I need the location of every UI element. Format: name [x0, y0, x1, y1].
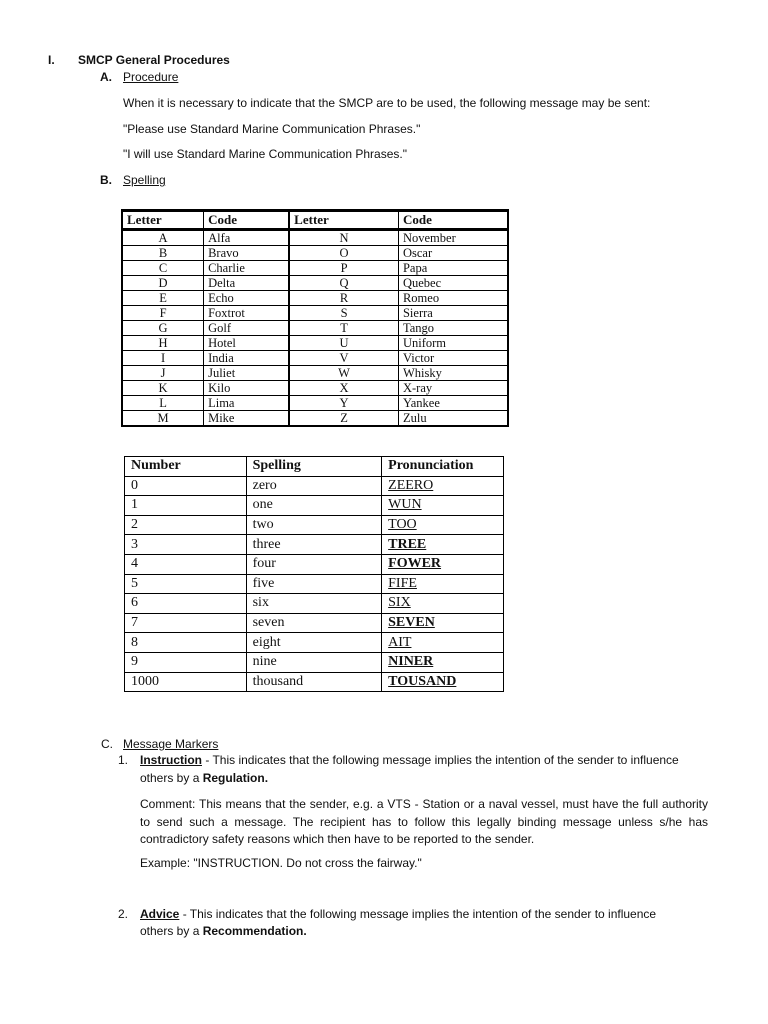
letter-cell: N	[289, 230, 398, 246]
letter-cell: U	[289, 336, 398, 351]
table-row	[122, 366, 508, 381]
letter-cell: P	[289, 261, 398, 276]
letter-cell: G	[122, 321, 204, 336]
table-row	[122, 411, 508, 427]
pronunciation-cell: WUN	[382, 496, 504, 516]
letter-cell: C	[122, 261, 204, 276]
item-2-term: Advice	[140, 907, 180, 921]
item-2-text-a: - This indicates that the following message implies the intention of the sender to influence	[179, 907, 657, 921]
item-1-emphasis: Regulation.	[202, 771, 269, 785]
number-cell: 6	[125, 594, 247, 614]
number-cell: 7	[125, 613, 247, 633]
code-cell: November	[398, 230, 508, 246]
table-row	[122, 321, 508, 336]
item-2-line-2	[140, 924, 307, 938]
item-1-number: 1.	[118, 753, 129, 767]
letter-code-table	[121, 209, 509, 427]
item-2-line-1	[140, 907, 710, 921]
code-cell: Zulu	[398, 411, 508, 427]
table-row	[122, 276, 508, 291]
code-cell: Yankee	[398, 396, 508, 411]
column-header: Pronunciation	[382, 457, 504, 477]
spelling-cell: nine	[246, 652, 382, 672]
item-2-text-b: others by a	[140, 924, 203, 938]
table-row	[122, 351, 508, 366]
table-row	[122, 336, 508, 351]
pronunciation-cell: NINER	[382, 652, 504, 672]
item-1-text-a: - This indicates that the following message implies the intention of the sender to influence	[202, 753, 679, 767]
letter-cell: E	[122, 291, 204, 306]
spelling-letter: B.	[100, 173, 112, 187]
table-row	[125, 476, 504, 496]
table-row	[125, 652, 504, 672]
procedure-heading: Procedure	[123, 70, 179, 84]
code-cell: Hotel	[204, 336, 290, 351]
spelling-cell: two	[246, 515, 382, 535]
letter-cell: R	[289, 291, 398, 306]
table-row	[122, 261, 508, 276]
table-row	[122, 306, 508, 321]
pronunciation-cell: SIX	[382, 594, 504, 614]
table-row	[125, 554, 504, 574]
letter-cell: T	[289, 321, 398, 336]
letter-cell: V	[289, 351, 398, 366]
code-cell: Mike	[204, 411, 290, 427]
pronunciation-cell: AIT	[382, 633, 504, 653]
letter-cell: K	[122, 381, 204, 396]
table-row	[125, 633, 504, 653]
pronunciation-cell: TOO	[382, 515, 504, 535]
item-1-term: Instruction	[140, 753, 202, 767]
spelling-cell: four	[246, 554, 382, 574]
procedure-phrase-1: "Please use Standard Marine Communication Phrases."	[123, 122, 421, 136]
number-cell: 3	[125, 535, 247, 555]
table-row	[125, 613, 504, 633]
procedure-letter: A.	[100, 70, 112, 84]
table-row	[125, 515, 504, 535]
letter-cell: B	[122, 246, 204, 261]
column-header: Code	[204, 211, 290, 230]
pronunciation-cell: ZEERO	[382, 476, 504, 496]
number-cell: 1	[125, 496, 247, 516]
code-cell: Victor	[398, 351, 508, 366]
item-2-number: 2.	[118, 907, 129, 921]
code-cell: Lima	[204, 396, 290, 411]
spelling-cell: one	[246, 496, 382, 516]
letter-cell: F	[122, 306, 204, 321]
column-header: Number	[125, 457, 247, 477]
code-cell: Whisky	[398, 366, 508, 381]
item-1-line-1	[140, 753, 710, 767]
item-1-comment: Comment: This means that the sender, e.g. a VTS - Station or a naval vessel, must have the full authority to send such a message. The recipient has to follow this legally binding message unless s/he has contradictory safety reasons which then have to be reported to the sender.	[140, 797, 708, 846]
table-row	[122, 230, 508, 246]
table-header-row	[122, 211, 508, 230]
procedure-intro: When it is necessary to indicate that the SMCP are to be used, the following message may be sent:	[123, 96, 651, 110]
letter-cell: D	[122, 276, 204, 291]
letter-cell: M	[122, 411, 204, 427]
pronunciation-cell: TREE	[382, 535, 504, 555]
letter-cell: Z	[289, 411, 398, 427]
code-cell: Oscar	[398, 246, 508, 261]
table-row	[125, 535, 504, 555]
markers-letter: C.	[101, 737, 113, 751]
table-row	[125, 594, 504, 614]
code-cell: X-ray	[398, 381, 508, 396]
letter-cell: I	[122, 351, 204, 366]
letter-cell: W	[289, 366, 398, 381]
letter-cell: Q	[289, 276, 398, 291]
code-cell: Bravo	[204, 246, 290, 261]
item-1-line-2	[140, 771, 268, 785]
letter-cell: Y	[289, 396, 398, 411]
column-header: Code	[398, 211, 508, 230]
spelling-cell: five	[246, 574, 382, 594]
code-cell: Charlie	[204, 261, 290, 276]
pronunciation-cell: FOWER	[382, 554, 504, 574]
letter-cell: X	[289, 381, 398, 396]
item-1-text-b: others by a	[140, 771, 203, 785]
letter-cell: J	[122, 366, 204, 381]
spelling-cell: three	[246, 535, 382, 555]
letter-cell: A	[122, 230, 204, 246]
code-cell: Kilo	[204, 381, 290, 396]
code-cell: Echo	[204, 291, 290, 306]
column-header: Letter	[122, 211, 204, 230]
letter-cell: S	[289, 306, 398, 321]
number-cell: 8	[125, 633, 247, 653]
spelling-cell: seven	[246, 613, 382, 633]
code-cell: Sierra	[398, 306, 508, 321]
table-row	[125, 574, 504, 594]
code-cell: Foxtrot	[204, 306, 290, 321]
code-cell: Golf	[204, 321, 290, 336]
number-cell: 1000	[125, 672, 247, 692]
number-pronunciation-table	[124, 456, 504, 692]
table-row	[122, 396, 508, 411]
code-cell: Juliet	[204, 366, 290, 381]
table-header-row	[125, 457, 504, 477]
number-cell: 2	[125, 515, 247, 535]
code-cell: Quebec	[398, 276, 508, 291]
table-row	[122, 291, 508, 306]
code-cell: Tango	[398, 321, 508, 336]
number-cell: 4	[125, 554, 247, 574]
section-title: SMCP General Procedures	[78, 53, 230, 67]
item-1-example: Example: "INSTRUCTION. Do not cross the fairway."	[140, 856, 422, 870]
column-header: Spelling	[246, 457, 382, 477]
table-row	[125, 496, 504, 516]
number-cell: 5	[125, 574, 247, 594]
spelling-cell: zero	[246, 476, 382, 496]
spelling-cell: six	[246, 594, 382, 614]
code-cell: Alfa	[204, 230, 290, 246]
table-row	[122, 246, 508, 261]
code-cell: Uniform	[398, 336, 508, 351]
letter-cell: O	[289, 246, 398, 261]
item-2-emphasis: Recommendation.	[202, 924, 307, 938]
procedure-phrase-2: "I will use Standard Marine Communication Phrases."	[123, 147, 407, 161]
code-cell: Papa	[398, 261, 508, 276]
table-row	[125, 672, 504, 692]
spelling-cell: eight	[246, 633, 382, 653]
column-header: Letter	[289, 211, 398, 230]
markers-heading: Message Markers	[123, 737, 219, 751]
pronunciation-cell: TOUSAND	[382, 672, 504, 692]
table-row	[122, 381, 508, 396]
code-cell: Delta	[204, 276, 290, 291]
number-cell: 9	[125, 652, 247, 672]
spelling-cell: thousand	[246, 672, 382, 692]
letter-cell: L	[122, 396, 204, 411]
pronunciation-cell: SEVEN	[382, 613, 504, 633]
letter-cell: H	[122, 336, 204, 351]
number-cell: 0	[125, 476, 247, 496]
code-cell: Romeo	[398, 291, 508, 306]
section-numeral: I.	[48, 53, 55, 67]
spelling-heading: Spelling	[123, 173, 166, 187]
pronunciation-cell: FIFE	[382, 574, 504, 594]
code-cell: India	[204, 351, 290, 366]
